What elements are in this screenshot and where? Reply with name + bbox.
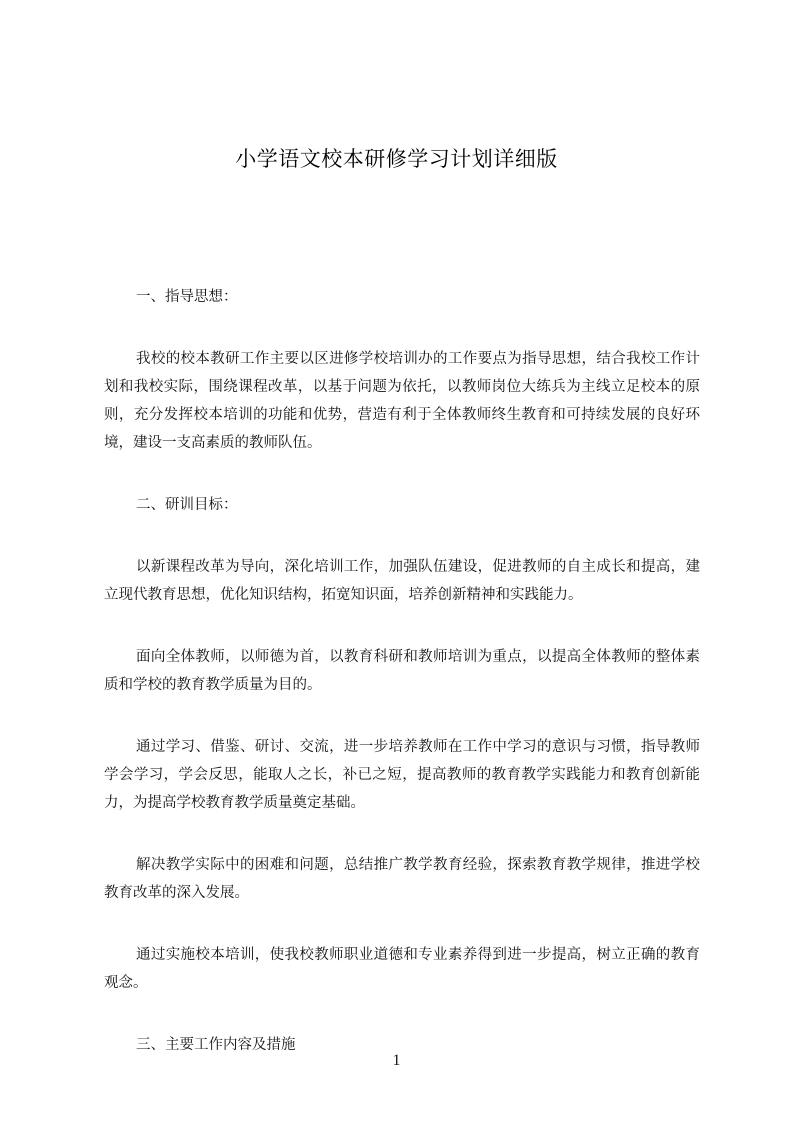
paragraph-goal-2: 面向全体教师，以师德为首，以教育科研和教师培训为重点，以提高全体教师的整体素质和学校的教育教学质量为目的。 xyxy=(104,649,700,693)
paragraph-goal-1: 以新课程改革为导向，深化培训工作，加强队伍建设，促进教师的自主成长和提高，建立现代教育思想，优化知识结构，拓宽知识面，培养创新精神和实践能力。 xyxy=(104,559,700,603)
paragraph-guiding-thought: 我校的校本教研工作主要以区进修学校培训办的工作要点为指导思想，结合我校工作计划和我校实际，围绕课程改革，以基于问题为依托，以教师岗位大练兵为主线立足校本的原则，充分发挥校本培训的功能和优势，营造有利于全体教师终生教育和可持续发展的良好环境，建设一支高素质的教师队伍。 xyxy=(104,351,700,451)
paragraph-goal-3: 通过学习、借鉴、研讨、交流，进一步培养教师在工作中学习的意识与习惯，指导教师学会学习，学会反思，能取人之长，补已之短，提高教师的教育教学实践能力和教育创新能力，为提高学校教育教学质量奠定基础。 xyxy=(104,739,700,811)
page-number: 1 xyxy=(392,1052,401,1069)
paragraph-goal-4: 解决教学实际中的困难和问题，总结推广教学教育经验，探索教育教学规律，推进学校教育改革的深入发展。 xyxy=(104,857,700,901)
paragraph-goal-5: 通过实施校本培训，使我校教师职业道德和专业素养得到进一步提高，树立正确的教育观念。 xyxy=(104,947,700,991)
section-heading-training-goals: 二、研训目标： xyxy=(136,497,238,513)
section-heading-main-work: 三、主要工作内容及措施 xyxy=(136,1037,296,1053)
document-title: 小学语文校本研修学习计划详细版 xyxy=(235,147,558,171)
document-body xyxy=(104,283,700,1093)
section-heading-guiding-thought: 一、指导思想： xyxy=(136,289,238,305)
